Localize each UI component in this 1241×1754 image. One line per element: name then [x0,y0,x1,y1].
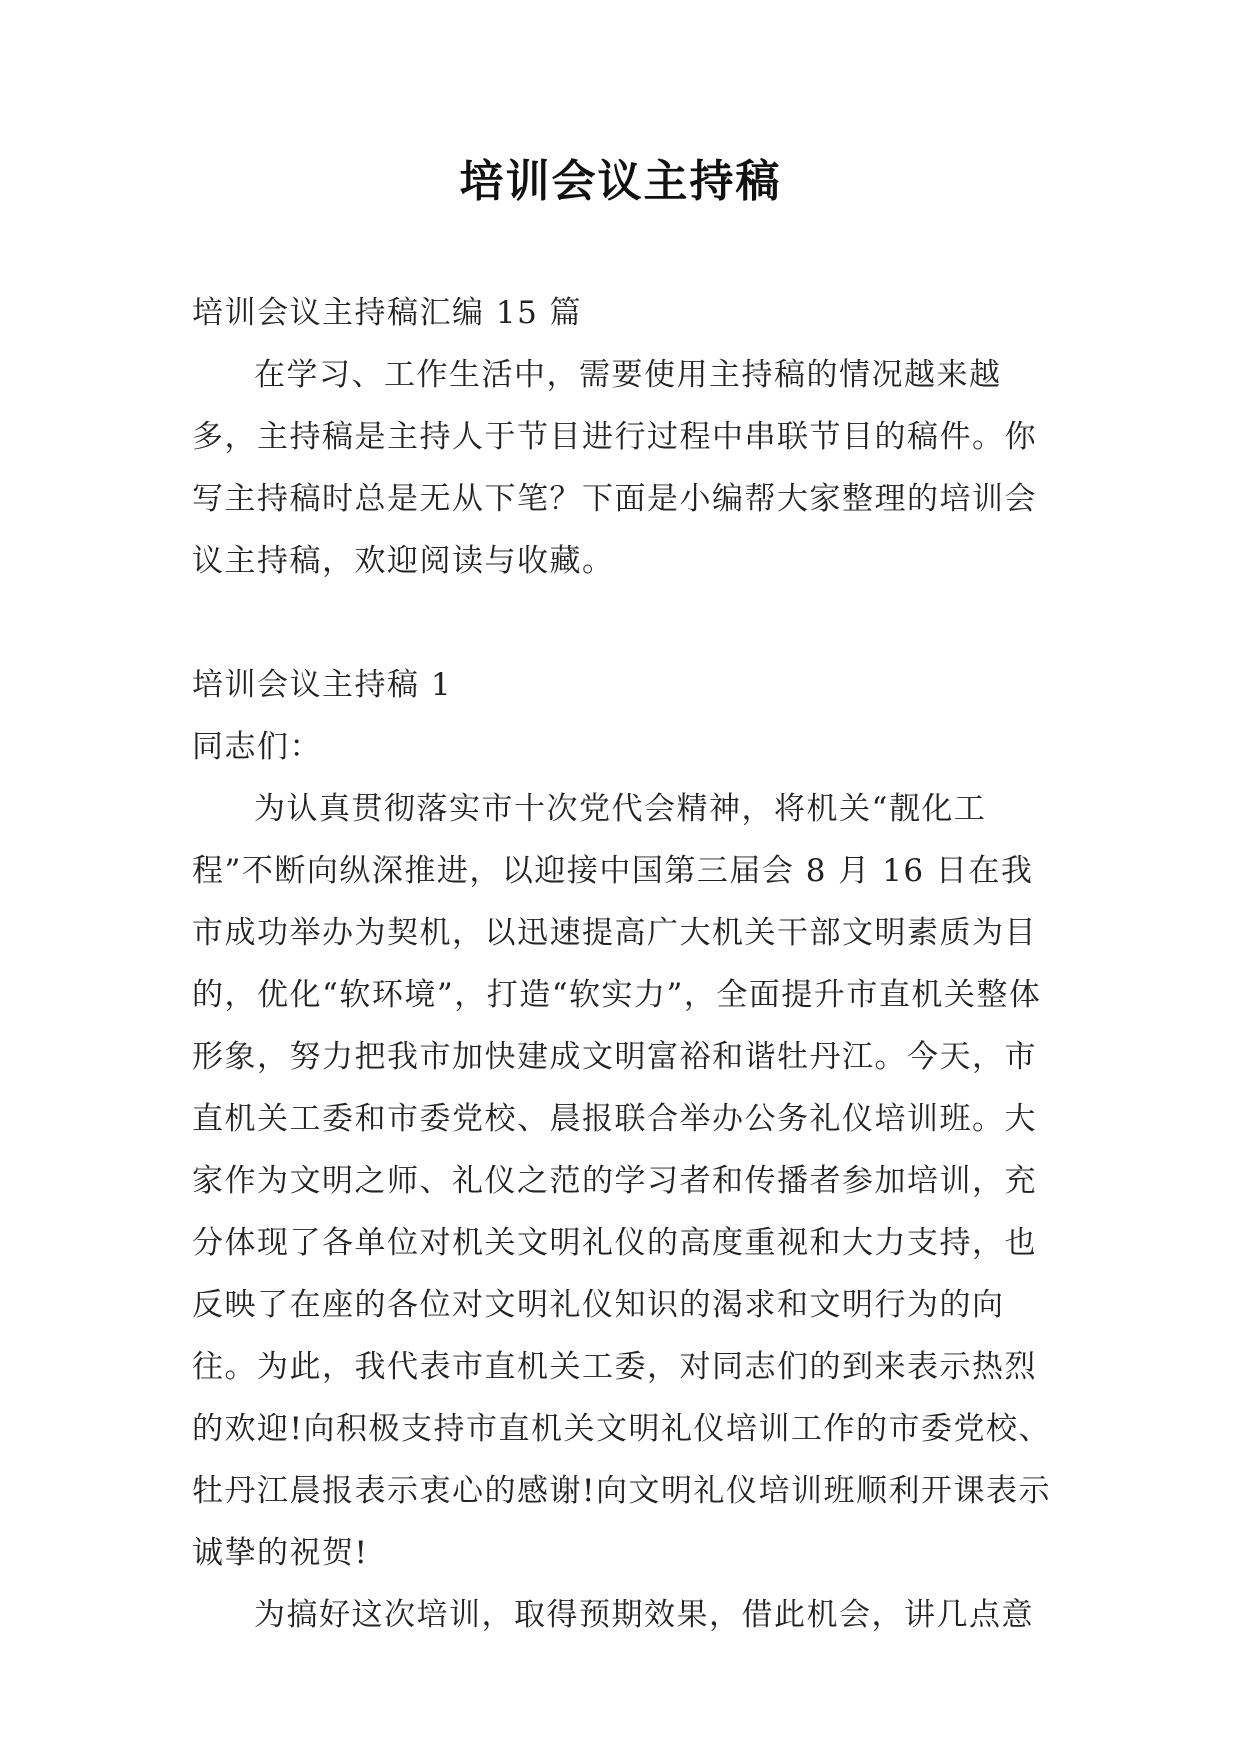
document-body [192,282,1064,1646]
section-spacer [192,592,1064,654]
section-heading: 培训会议主持稿 1 [192,667,453,703]
collection-subtitle: 培训会议主持稿汇编 15 篇 [192,295,583,331]
body-paragraph-1: 为认真贯彻落实市十次党代会精神，将机关“靓化工程”不断向纵深推进，以迎接中国第三届会 8 月 16 日在我市成功举办为契机，以迅速提高广大机关干部文明素质为目的，优化“软环境”，打造“软实力”，全面提升市直机关整体形象，努力把我市加快建成文明富裕和谐牡丹江。今天，市直机关工委和市委党校、晨报联合举办公务礼仪培训班。大家作为文明之师、礼仪之范的学习者和传播者参加培训，充分体现了各单位对机关文明礼仪的高度重视和大力支持，也反映了在座的各位对文明礼仪知识的渴求和文明行为的向往。为此，我代表市直机关工委，对同志们的到来表示热烈的欢迎!向积极支持市直机关文明礼仪培训工作的市委党校、牡丹江晨报表示衷心的感谢!向文明礼仪培训班顺利开课表示诚挚的祝贺! [192,791,1051,1571]
body-paragraph-2: 为搞好这次培训，取得预期效果，借此机会，讲几点意 [254,1597,1034,1633]
intro-paragraph: 在学习、工作生活中，需要使用主持稿的情况越来越多，主持稿是主持人于节目进行过程中串联节目的稿件。你写主持稿时总是无从下笔？下面是小编帮大家整理的培训会议主持稿，欢迎阅读与收藏。 [192,357,1037,579]
salutation: 同志们： [192,729,322,765]
document-title: 培训会议主持稿 [459,156,782,207]
